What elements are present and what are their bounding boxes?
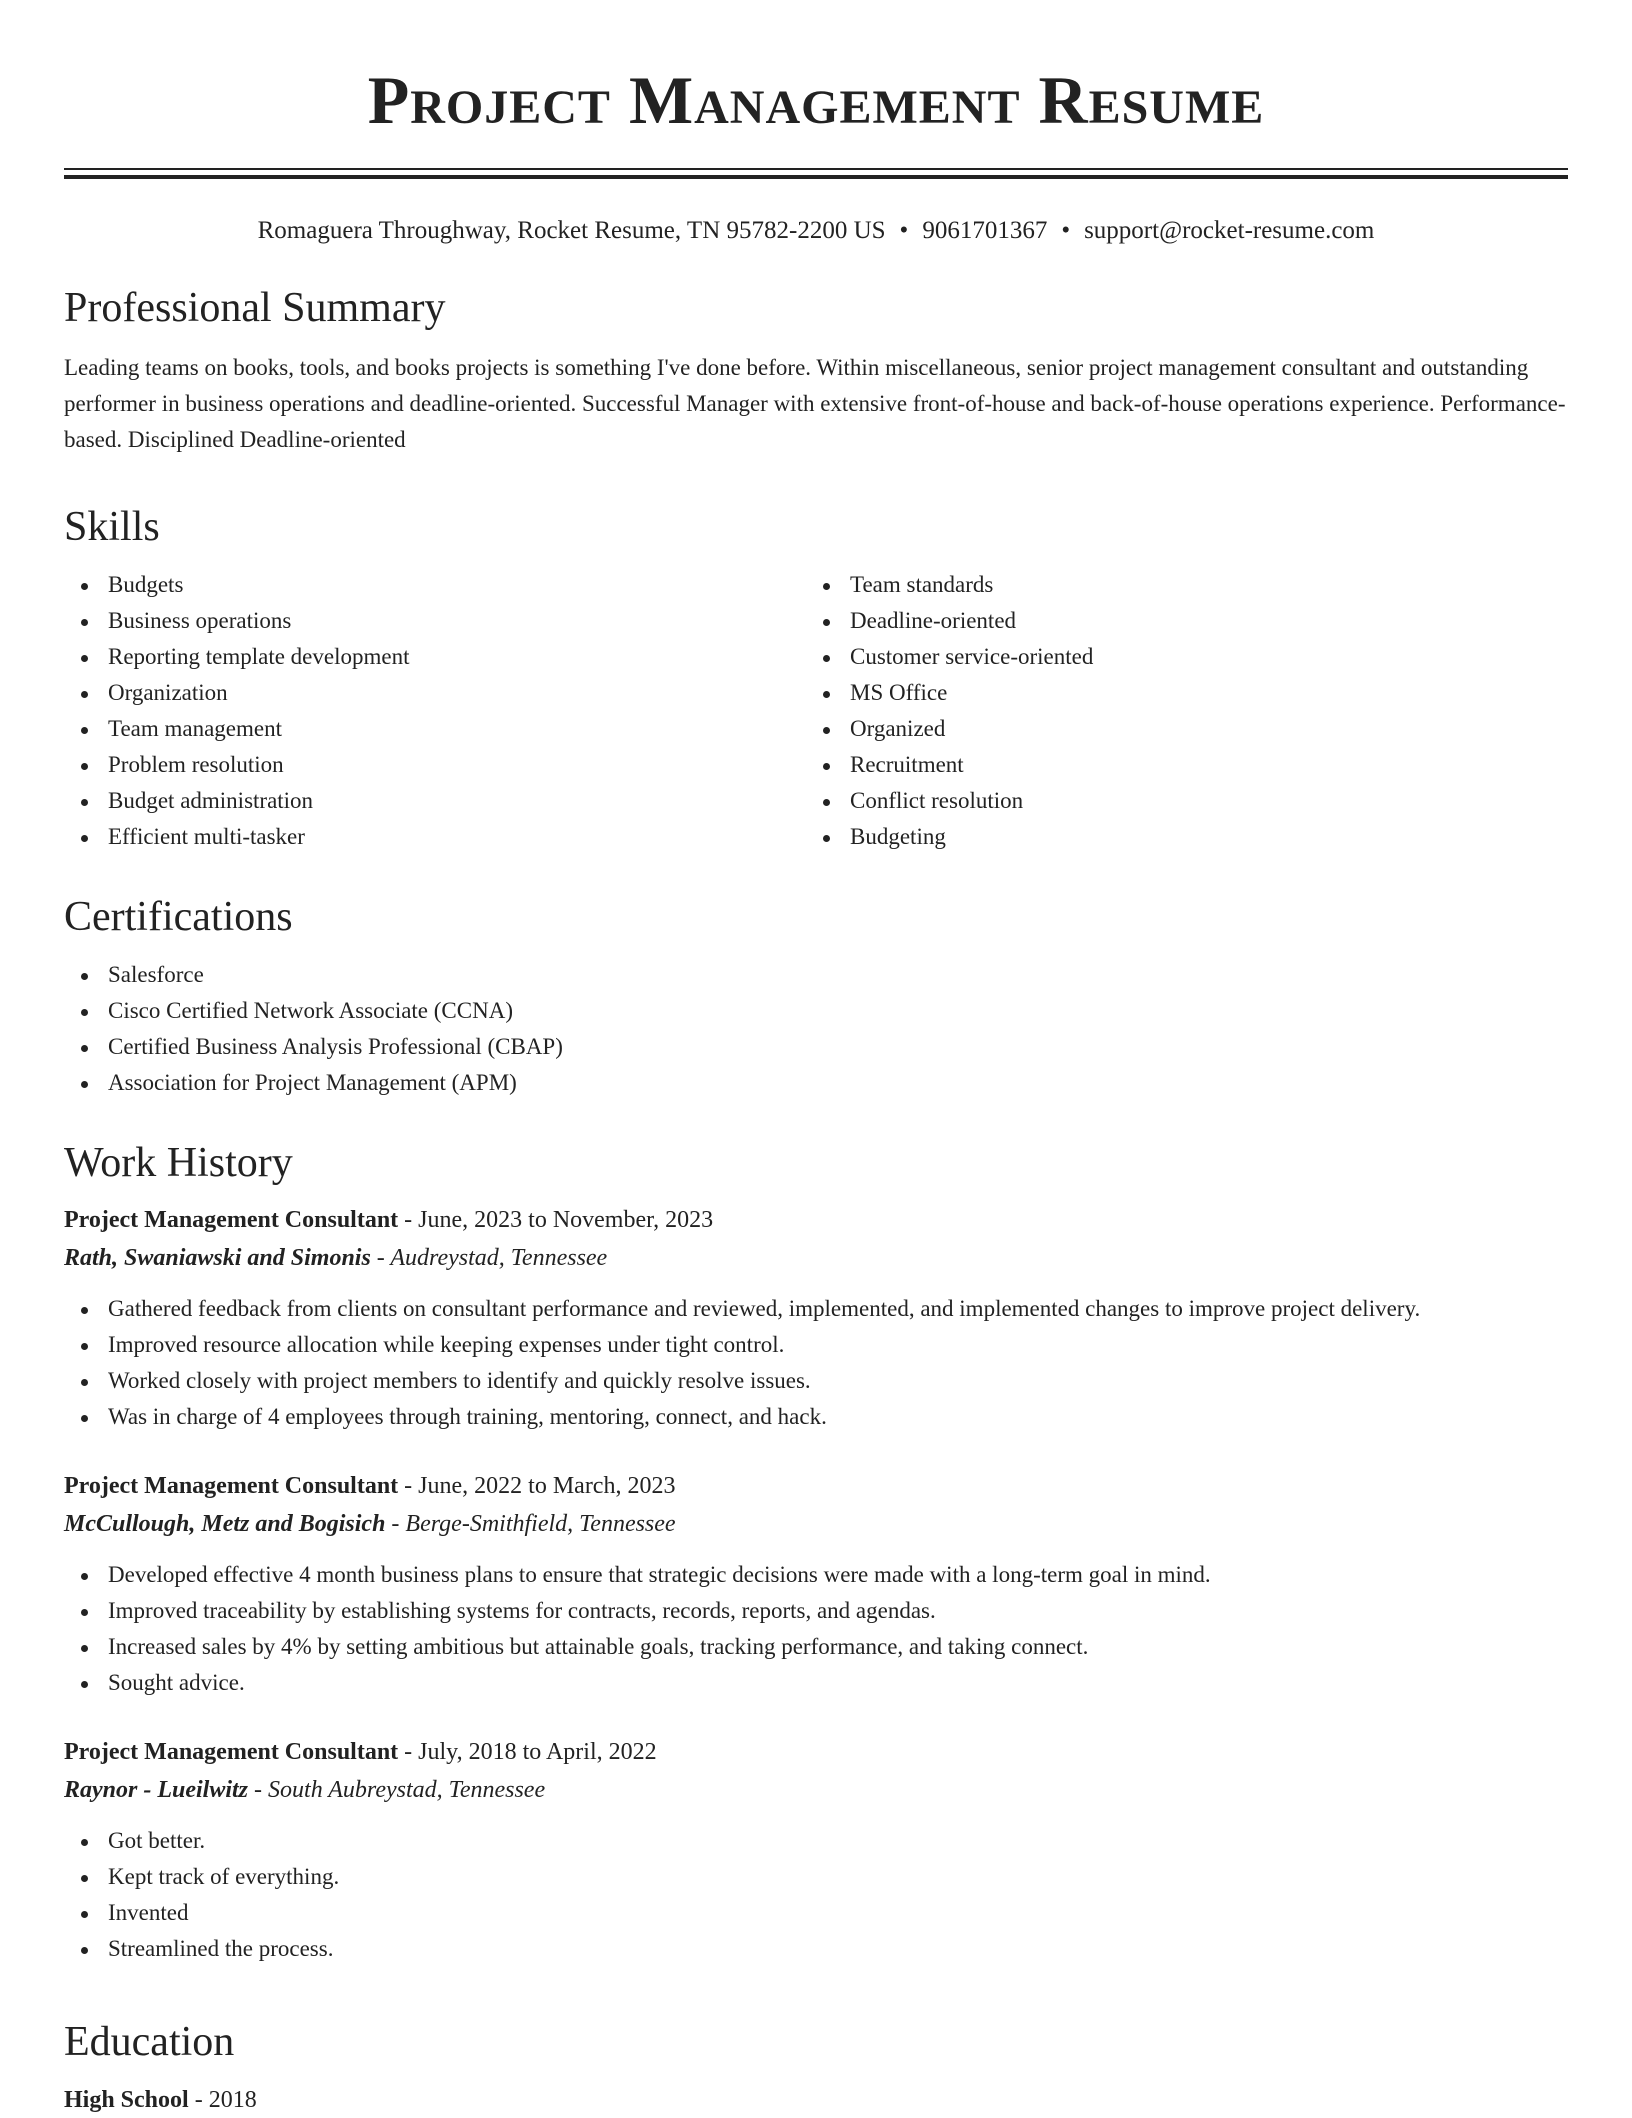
- job-entry: [64, 1733, 1568, 1967]
- certifications-section: [64, 891, 1568, 1101]
- education-entry: [64, 2082, 1568, 2118]
- contact-separator: •: [1061, 217, 1071, 244]
- job-bullet: Improved resource allocation while keeping expenses under tight control.: [64, 1327, 1568, 1363]
- job-bullet: Got better.: [64, 1823, 1568, 1859]
- contact-address: Romaguera Throughway, Rocket Resume, TN 95782-2200 US: [257, 217, 886, 244]
- skills-columns: [64, 567, 1568, 855]
- job-bullet: Improved traceability by establishing systems for contracts, records, reports, and agendas.: [64, 1593, 1568, 1629]
- skill-item: Efficient multi-tasker: [64, 819, 806, 855]
- work-history-heading: Work History: [64, 1140, 293, 1186]
- job-bullet: Gathered feedback from clients on consultant performance and reviewed, implemented, and implemented changes to improve project delivery.: [64, 1291, 1568, 1327]
- job-bullet: Streamlined the process.: [64, 1931, 1568, 1967]
- contact-line: [0, 214, 1632, 248]
- job-title: Project Management Consultant: [64, 1739, 399, 1765]
- skill-item: Team standards: [806, 567, 1548, 603]
- job-bullet: Increased sales by 4% by setting ambitious but attainable goals, tracking performance, and taking connect.: [64, 1629, 1568, 1665]
- job-bullets: [64, 1557, 1568, 1701]
- summary-text: Leading teams on books, tools, and books projects is something I've done before. Within miscellaneous, senior project management consultant and outstanding performer in business operations and deadline-oriented. Successful Manager with extensive front-of-house and back-of-house operations experience. Performance-based. Disciplined Deadline-oriented: [64, 355, 1566, 452]
- skill-item: Organization: [64, 675, 806, 711]
- education-degree: High School: [64, 2087, 189, 2113]
- skill-item: Budget administration: [64, 783, 806, 819]
- certification-item: Association for Project Management (APM): [64, 1065, 1568, 1101]
- job-title: Project Management Consultant: [64, 1207, 399, 1233]
- job-company-line: [64, 1505, 1568, 1543]
- job-bullet: Sought advice.: [64, 1665, 1568, 1701]
- education-year: - 2018: [188, 2087, 257, 2113]
- job-company: McCullough, Metz and Bogisich: [64, 1511, 386, 1537]
- job-bullets: [64, 1823, 1568, 1967]
- certification-item: Cisco Certified Network Associate (CCNA): [64, 993, 1568, 1029]
- skills-list-right: [806, 567, 1548, 855]
- contact-phone: 9061701367: [922, 217, 1048, 244]
- certification-item: Certified Business Analysis Professional (CBAP): [64, 1029, 1568, 1065]
- contact-separator: •: [899, 217, 909, 244]
- job-title-line: [64, 1733, 1568, 1771]
- job-dates: - June, 2022 to March, 2023: [398, 1473, 676, 1499]
- job-location: - Audreystad, Tennessee: [370, 1245, 608, 1271]
- skills-heading: Skills: [64, 504, 160, 550]
- job-company-line: [64, 1239, 1568, 1277]
- skills-section: [64, 501, 1568, 855]
- certification-item: Salesforce: [64, 957, 1568, 993]
- summary-heading: Professional Summary: [64, 285, 446, 331]
- job-title: Project Management Consultant: [64, 1473, 399, 1499]
- job-bullet: Was in charge of 4 employees through training, mentoring, connect, and hack.: [64, 1399, 1568, 1435]
- skill-item: Problem resolution: [64, 747, 806, 783]
- education-heading: Education: [64, 2019, 235, 2065]
- skill-item: Recruitment: [806, 747, 1548, 783]
- job-location: - Berge-Smithfield, Tennessee: [385, 1511, 676, 1537]
- job-title-line: [64, 1201, 1568, 1239]
- education-section: [64, 2016, 1568, 2118]
- job-company: Raynor - Lueilwitz: [64, 1777, 249, 1803]
- job-bullet: Worked closely with project members to identify and quickly resolve issues.: [64, 1363, 1568, 1399]
- title-divider-thin: [64, 168, 1568, 170]
- job-company-line: [64, 1771, 1568, 1809]
- certifications-list: [64, 957, 1568, 1101]
- skill-item: Budgets: [64, 567, 806, 603]
- skill-item: Team management: [64, 711, 806, 747]
- job-bullets: [64, 1291, 1568, 1435]
- job-title-line: [64, 1467, 1568, 1505]
- skill-item: Customer service-oriented: [806, 639, 1548, 675]
- skills-list-left: [64, 567, 806, 855]
- summary-section: [64, 282, 1568, 458]
- job-dates: - June, 2023 to November, 2023: [398, 1207, 714, 1233]
- job-dates: - July, 2018 to April, 2022: [398, 1739, 657, 1765]
- job-bullet: Invented: [64, 1895, 1568, 1931]
- work-history-section: [64, 1137, 1568, 1967]
- job-company: Rath, Swaniawski and Simonis: [64, 1245, 371, 1271]
- job-bullet: Kept track of everything.: [64, 1859, 1568, 1895]
- skill-item: MS Office: [806, 675, 1548, 711]
- skill-item: Business operations: [64, 603, 806, 639]
- resume-title: Project Management Resume: [367, 62, 1265, 138]
- job-entry: [64, 1467, 1568, 1701]
- contact-email: support@rocket-resume.com: [1084, 217, 1375, 244]
- skill-item: Conflict resolution: [806, 783, 1548, 819]
- job-location: - South Aubreystad, Tennessee: [248, 1777, 546, 1803]
- skill-item: Organized: [806, 711, 1548, 747]
- job-entry: [64, 1201, 1568, 1435]
- skill-item: Budgeting: [806, 819, 1548, 855]
- skill-item: Deadline-oriented: [806, 603, 1548, 639]
- title-divider-thick: [64, 175, 1568, 179]
- skill-item: Reporting template development: [64, 639, 806, 675]
- certifications-heading: Certifications: [64, 894, 293, 940]
- job-bullet: Developed effective 4 month business plans to ensure that strategic decisions were made with a long-term goal in mind.: [64, 1557, 1568, 1593]
